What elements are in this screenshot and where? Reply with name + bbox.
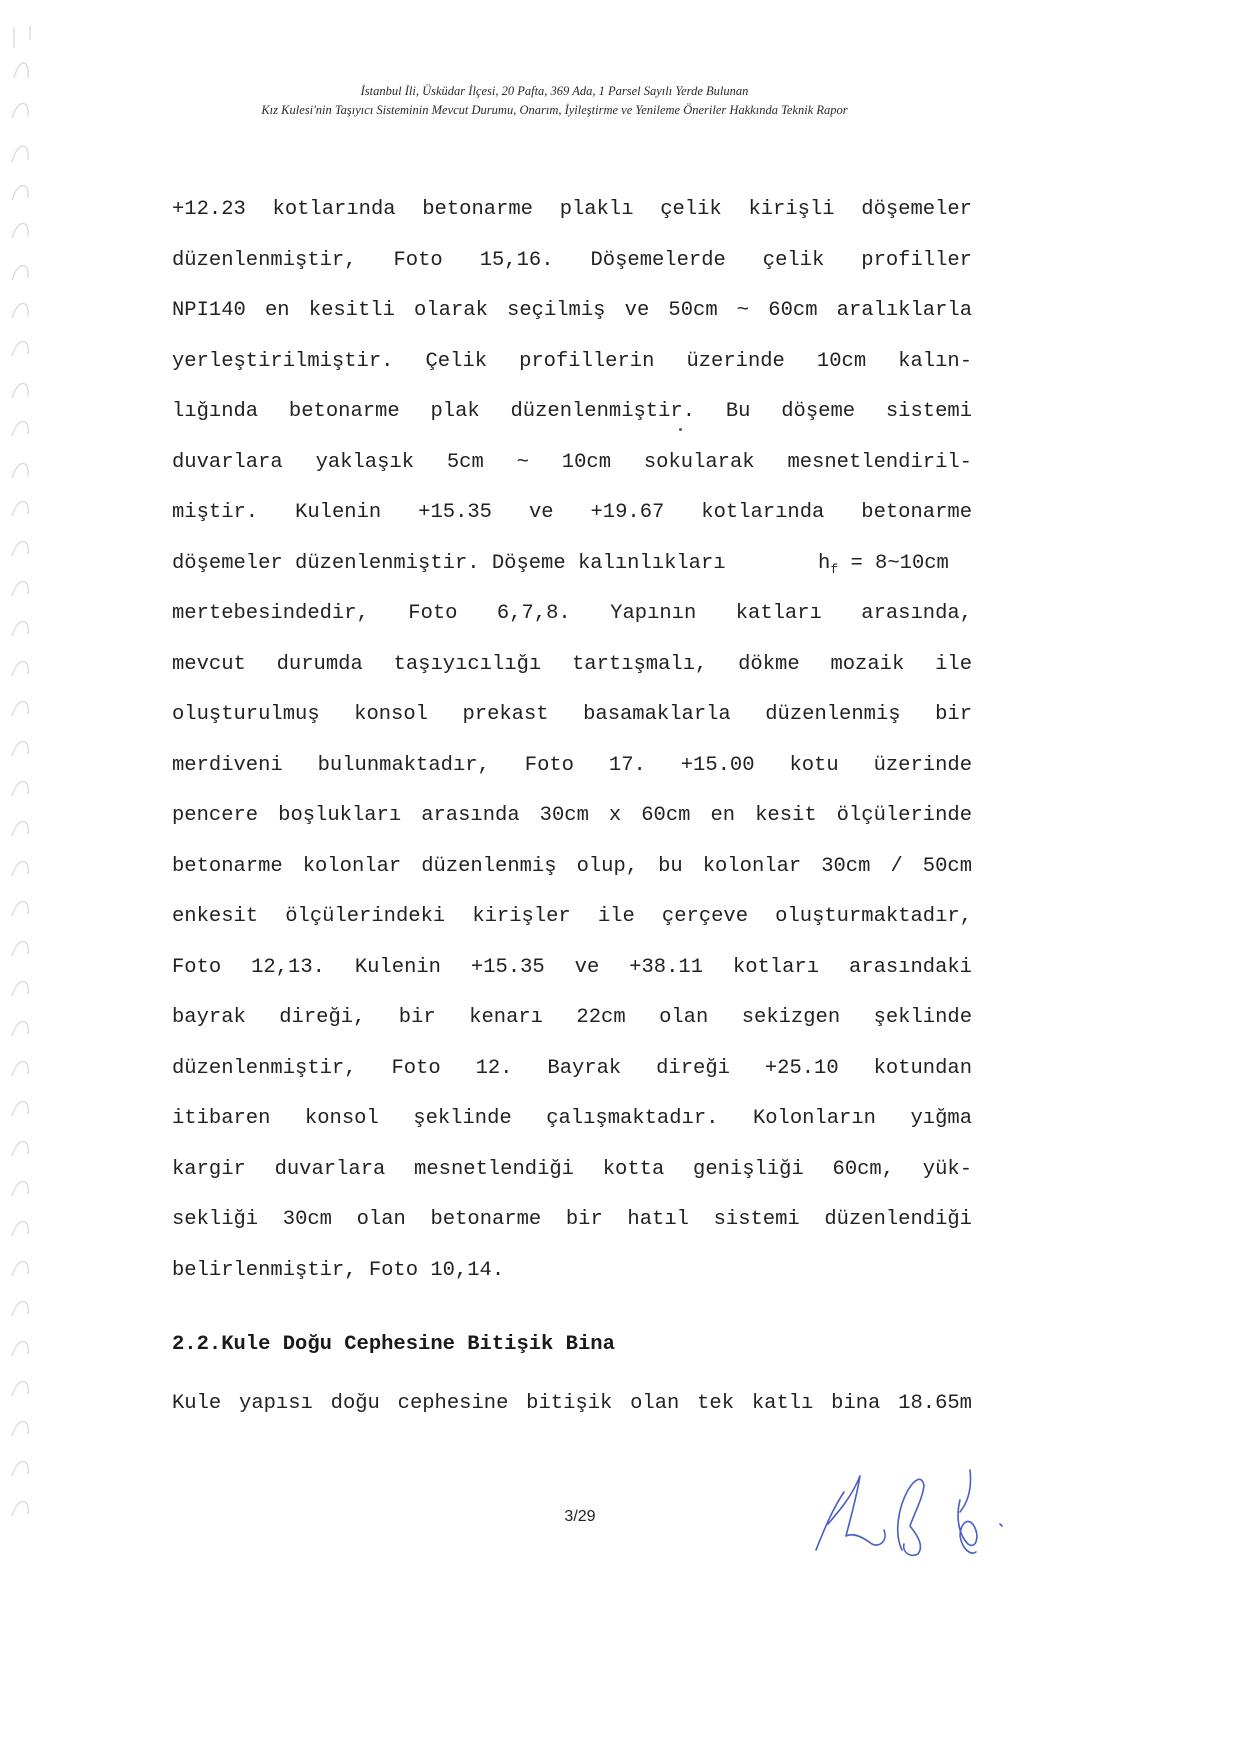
paragraph-line: itibaren konsol şeklinde çalışmaktadır. Kolonların yığma xyxy=(172,1107,972,1130)
paragraph-line: mertebesindedir, Foto 6,7,8. Yapının katları arasında, xyxy=(172,602,972,625)
paragraph-line: kargir duvarlara mesnetlendiği kotta genişliği 60cm, yük- xyxy=(172,1157,972,1181)
paragraph-line: düzenlenmiştir, Foto 12. Bayrak direği +25.10 kotundan xyxy=(172,1056,972,1080)
paragraph-line: duvarlara yaklaşık 5cm ~ 10cm sokularak mesnetlendiril- xyxy=(172,450,972,474)
paragraph-line: +12.23 kotlarında betonarme plaklı çelik kirişli döşemeler xyxy=(172,198,972,221)
paragraph-line: NPI140 en kesitli olarak seçilmiş ve 50cm ~ 60cm aralıklarla xyxy=(172,299,972,322)
paragraph-line: miştir. Kulenin +15.35 ve +19.67 kotlarında betonarme xyxy=(172,501,972,524)
formula-value: = 8~10cm xyxy=(850,551,949,575)
formula-symbol: h xyxy=(818,551,831,575)
paragraph-line: sekliği 30cm olan betonarme bir hatıl sistemi düzenlendiği xyxy=(172,1208,972,1231)
paragraph-line: Foto 12,13. Kulenin +15.35 ve +38.11 kotları arasındaki xyxy=(172,955,972,979)
paragraph-line: yerleştirilmiştir. Çelik profillerin üzerinde 10cm kalın- xyxy=(172,349,972,373)
paragraph-line: lığında betonarme plak düzenlenmiştir. Bu döşeme sistemi xyxy=(172,400,972,423)
paragraph-line-with-formula xyxy=(172,552,972,576)
document-header xyxy=(0,82,1109,120)
paragraph-line: düzenlenmiştir, Foto 15,16. Döşemelerde çelik profiller xyxy=(172,248,972,272)
paragraph-line: oluşturulmuş konsol prekast basamaklarla düzenlenmiş bir xyxy=(172,703,972,726)
section-heading: 2.2.Kule Doğu Cephesine Bitişik Bina xyxy=(172,1333,615,1356)
paragraph-line: enkesit ölçülerindeki kirişler ile çerçeve oluşturmaktadır, xyxy=(172,905,972,928)
formula-subscript: f xyxy=(830,561,839,577)
page-number: 3/29 xyxy=(564,1508,596,1525)
paragraph-line: betonarme kolonlar düzenlenmiş olup, bu kolonlar 30cm / 50cm xyxy=(172,854,972,878)
thickness-formula xyxy=(818,552,949,582)
paragraph-line: belirlenmiştir, Foto 10,14. xyxy=(172,1258,505,1282)
scan-speck xyxy=(679,428,682,431)
paragraph-line: merdiveni bulunmaktadır, Foto 17. +15.00 kotu üzerinde xyxy=(172,753,972,777)
paragraph-line: pencere boşlukları arasında 30cm x 60cm en kesit ölçülerinde xyxy=(172,804,972,827)
paragraph-line-start: döşemeler düzenlenmiştir. Döşeme kalınlıkları xyxy=(172,551,726,575)
header-line-2: Kız Kulesi'nin Taşıyıcı Sisteminin Mevcut Durumu, Onarım, İyileştirme ve Yenileme Öneriler Hakkında Teknik Rapor xyxy=(261,103,848,117)
handwritten-signature xyxy=(810,1440,1030,1560)
paragraph-line: mevcut durumda taşıyıcılığı tartışmalı, dökme mozaik ile xyxy=(172,652,972,676)
section-first-line: Kule yapısı doğu cephesine bitişik olan tek katlı bina 18.65m xyxy=(172,1392,972,1415)
paragraph-line: bayrak direği, bir kenarı 22cm olan sekizgen şeklinde xyxy=(172,1006,972,1029)
header-line-1: İstanbul İli, Üsküdar İlçesi, 20 Pafta, 369 Ada, 1 Parsel Sayılı Yerde Bulunan xyxy=(360,84,749,98)
binding-hole-marks xyxy=(0,0,60,1754)
